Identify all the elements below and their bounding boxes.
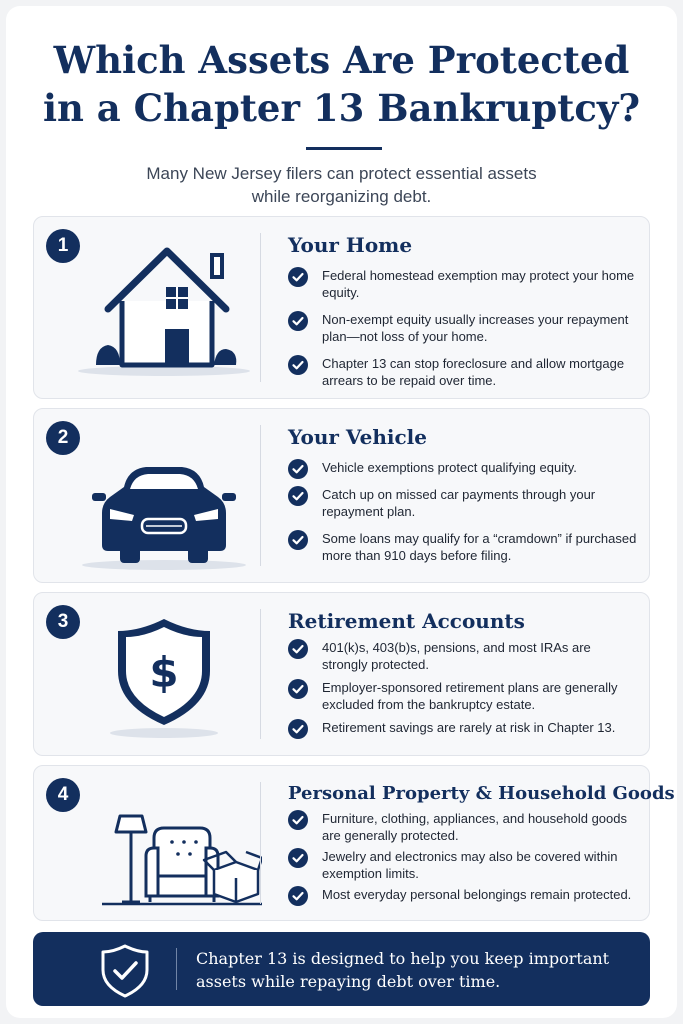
list-item-text: Furniture, clothing, appliances, and household goods are generally protected.: [322, 811, 627, 843]
list-item: [288, 719, 638, 736]
card-divider: [260, 609, 261, 739]
check-circle-icon: [288, 639, 308, 659]
car-icon: [62, 423, 262, 571]
card-your-vehicle: [33, 408, 650, 583]
card-your-home: [33, 216, 650, 399]
check-circle-icon: [288, 355, 308, 375]
page-title: [6, 36, 677, 132]
card-divider: [260, 782, 261, 904]
card-divider: [260, 233, 261, 382]
shield-check-icon: [97, 942, 153, 998]
furniture-icon: [62, 780, 262, 928]
list-item: [288, 679, 638, 713]
svg-text:$: $: [149, 648, 179, 697]
card-item-list: [288, 459, 638, 574]
check-circle-icon: [288, 810, 308, 830]
list-item-text: Employer-sponsored retirement plans are generally excluded from the bankruptcy estate.: [322, 680, 618, 712]
list-item-text: Jewelry and electronics may also be covered within exemption limits.: [322, 849, 618, 881]
title-underline: [306, 147, 382, 150]
list-item: [288, 848, 638, 882]
title-line-2: in a Chapter 13 Bankruptcy?: [42, 86, 641, 130]
page-subtitle: [66, 162, 617, 208]
footer-divider: [176, 948, 177, 990]
list-item: [288, 530, 638, 564]
list-item: [288, 886, 638, 903]
list-item: [288, 459, 638, 476]
check-circle-icon: [288, 848, 308, 868]
list-item-text: 401(k)s, 403(b)s, pensions, and most IRAs are strongly protected.: [322, 640, 591, 672]
title-line-1: Which Assets Are Protected: [53, 38, 630, 82]
subtitle-line-2: while reorganizing debt.: [251, 187, 432, 206]
house-icon: [62, 231, 262, 379]
check-circle-icon: [288, 886, 308, 906]
check-circle-icon: [288, 267, 308, 287]
list-item-text: Retirement savings are rarely at risk in Chapter 13.: [322, 720, 616, 735]
check-circle-icon: [288, 719, 308, 739]
shield-dollar-icon: [62, 607, 262, 755]
list-item-text: Non-exempt equity usually increases your repayment plan—not loss of your home.: [322, 312, 629, 344]
card-retirement-accounts: [33, 592, 650, 756]
card-title: Personal Property & Household Goods: [288, 783, 675, 804]
card-item-list: [288, 267, 638, 399]
check-circle-icon: [288, 459, 308, 479]
card-title: Retirement Accounts: [288, 609, 525, 633]
list-item: [288, 810, 638, 844]
list-item-text: Some loans may qualify for a “cramdown” if purchased more than 910 days before filing.: [322, 531, 637, 563]
section-number-badge: 3: [46, 605, 80, 639]
subtitle-line-1: Many New Jersey filers can protect essential assets: [146, 164, 537, 183]
infographic-page: [6, 6, 677, 1018]
section-number-badge: 1: [46, 229, 80, 263]
check-circle-icon: [288, 486, 308, 506]
footer-message: Chapter 13 is designed to help you keep important assets while repaying debt over time.: [196, 949, 610, 991]
list-item: [288, 355, 638, 389]
section-number-badge: 4: [46, 778, 80, 812]
check-circle-icon: [288, 679, 308, 699]
list-item: [288, 311, 638, 345]
list-item-text: Catch up on missed car payments through your repayment plan.: [322, 487, 596, 519]
list-item-text: Vehicle exemptions protect qualifying equity.: [322, 460, 577, 475]
card-item-list: [288, 810, 638, 907]
card-divider: [260, 425, 261, 566]
check-circle-icon: [288, 530, 308, 550]
check-circle-icon: [288, 311, 308, 331]
card-title: Your Vehicle: [288, 425, 427, 449]
list-item: [288, 486, 638, 520]
card-item-list: [288, 639, 638, 742]
list-item-text: Federal homestead exemption may protect your home equity.: [322, 268, 635, 300]
card-personal-property: [33, 765, 675, 921]
list-item: [288, 639, 638, 673]
section-number-badge: 2: [46, 421, 80, 455]
list-item-text: Most everyday personal belongings remain protected.: [322, 887, 632, 902]
list-item-text: Chapter 13 can stop foreclosure and allow mortgage arrears to be repaid over time.: [322, 356, 625, 388]
footer-banner: [33, 932, 650, 1006]
list-item: [288, 267, 638, 301]
card-title: Your Home: [288, 233, 413, 257]
